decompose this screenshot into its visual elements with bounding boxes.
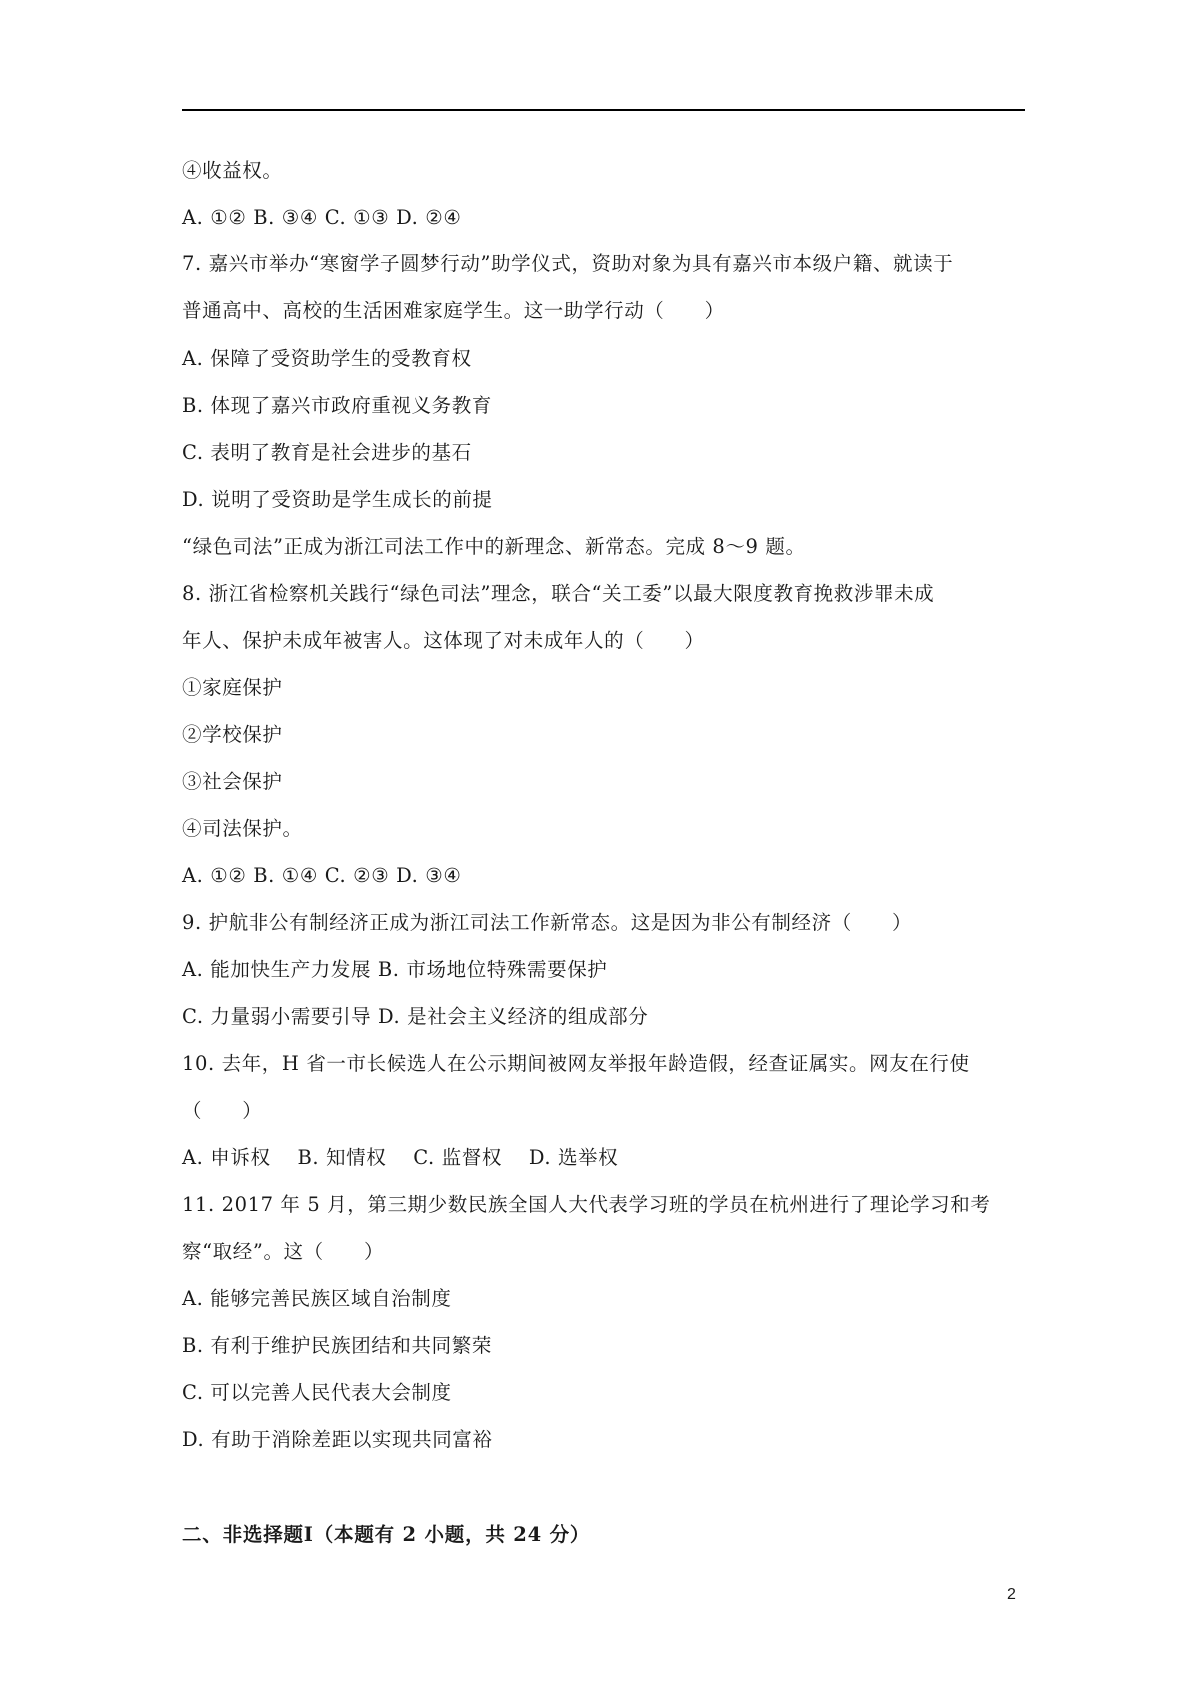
statement-2: ②学校保护 — [182, 723, 283, 746]
section-heading: 二、非选择题Ⅰ（本题有 2 小题，共 24 分） — [182, 1523, 591, 1546]
question-11-line-1: 11. 2017 年 5 月，第三期少数民族全国人大代表学习班的学员在杭州进行了理论学习和考 — [182, 1193, 991, 1216]
answer-options-line: A. ①② B. ①④ C. ②③ D. ③④ — [182, 864, 462, 887]
option-b: B. 有利于维护民族团结和共同繁荣 — [182, 1334, 492, 1357]
question-8-line-1: 8. 浙江省检察机关践行“绿色司法”理念，联合“关工委”以最大限度教育挽救涉罪未成 — [182, 582, 935, 605]
option-c: C. 表明了教育是社会进步的基石 — [182, 441, 472, 464]
question-11-line-2: 察“取经”。这（ ） — [182, 1240, 385, 1263]
options-ab: A. 能加快生产力发展 B. 市场地位特殊需要保护 — [182, 958, 608, 981]
options-cd: C. 力量弱小需要引导 D. 是社会主义经济的组成部分 — [182, 1005, 649, 1028]
option-c: C. 可以完善人民代表大会制度 — [182, 1381, 452, 1404]
option-d: D. 说明了受资助是学生成长的前提 — [182, 488, 493, 511]
question-10-line-1: 10. 去年，H 省一市长候选人在公示期间被网友举报年龄造假，经查证属实。网友在行使 — [182, 1052, 970, 1075]
answer-options-line: A. ①② B. ③④ C. ①③ D. ②④ — [182, 206, 462, 229]
question-10-line-2: （ ） — [182, 1099, 263, 1122]
option-b: B. 体现了嘉兴市政府重视义务教育 — [182, 394, 492, 417]
statement-3: ③社会保护 — [182, 770, 283, 793]
answer-options-line: A. 申诉权 B. 知情权 C. 监督权 D. 选举权 — [182, 1146, 619, 1169]
question-9: 9. 护航非公有制经济正成为浙江司法工作新常态。这是因为非公有制经济（ ） — [182, 911, 913, 934]
header-rule — [182, 109, 1025, 111]
option-a: A. 能够完善民族区域自治制度 — [182, 1287, 452, 1310]
statement-4: ④司法保护。 — [182, 817, 303, 840]
question-7-line-1: 7. 嘉兴市举办“寒窗学子圆梦行动”助学仪式，资助对象为具有嘉兴市本级户籍、就读于 — [182, 252, 954, 275]
question-7-line-2: 普通高中、高校的生活困难家庭学生。这一助学行动（ ） — [182, 299, 725, 322]
page-number: 2 — [1007, 1586, 1016, 1603]
question-8-line-2: 年人、保护未成年被害人。这体现了对未成年人的（ ） — [182, 629, 705, 652]
option-a: A. 保障了受资助学生的受教育权 — [182, 347, 472, 370]
statement-1: ①家庭保护 — [182, 676, 283, 699]
text-line: ④收益权。 — [182, 159, 283, 182]
option-d: D. 有助于消除差距以实现共同富裕 — [182, 1428, 493, 1451]
passage-intro: “绿色司法”正成为浙江司法工作中的新理念、新常态。完成 8～9 题。 — [182, 535, 806, 558]
